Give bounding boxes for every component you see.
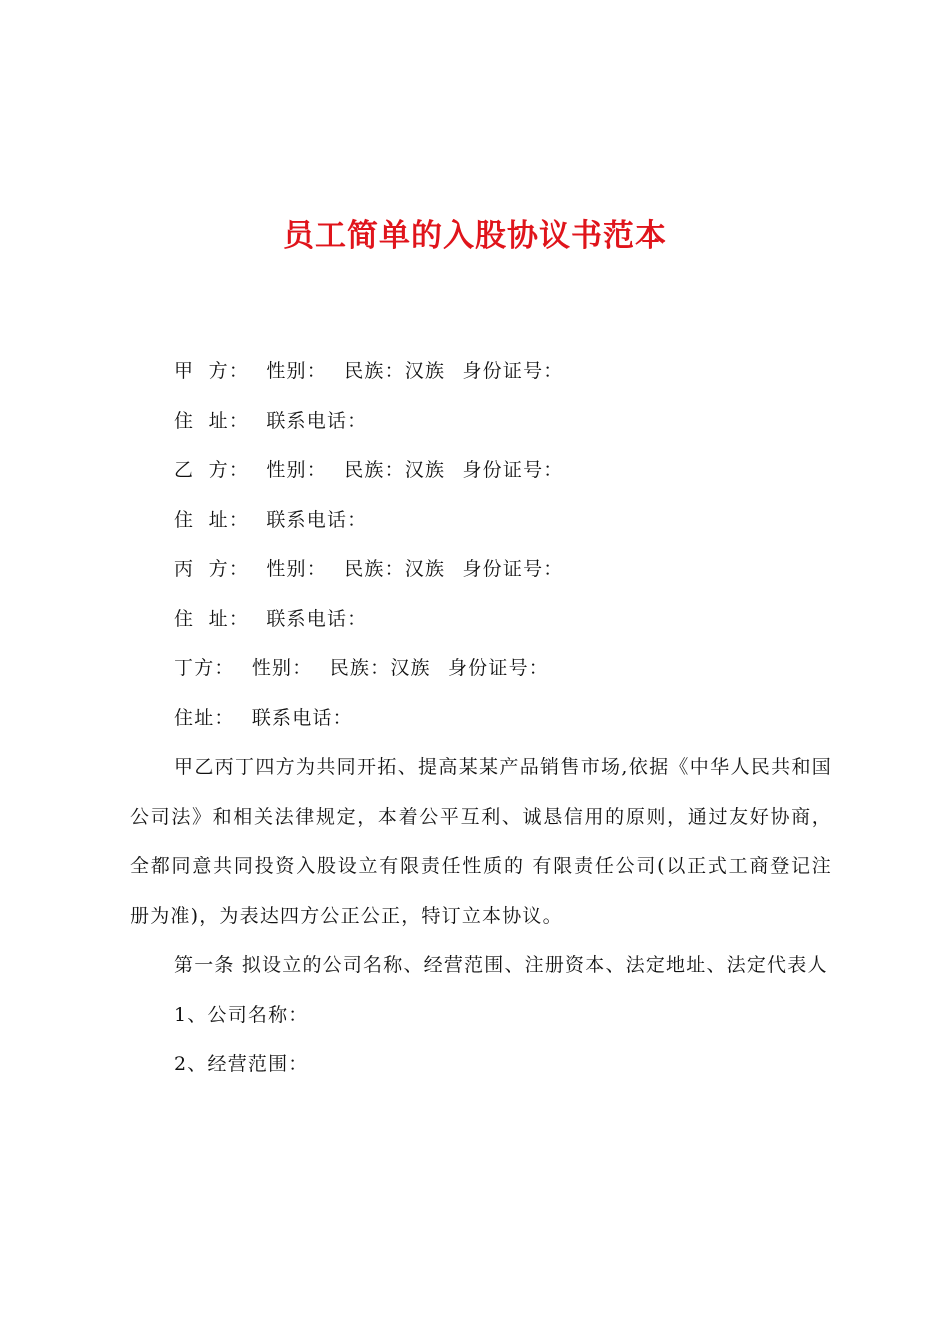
party-ding-address-label: 住址： xyxy=(174,706,235,729)
party-yi-contact-line xyxy=(130,496,832,546)
party-bing-info-line xyxy=(130,545,832,595)
party-jia-gender-label: 性别： xyxy=(266,360,327,382)
party-yi-address-label: 住 址： xyxy=(174,508,250,531)
party-yi-gender-label: 性别： xyxy=(266,459,327,481)
party-bing-phone-label: 联系电话： xyxy=(266,607,368,630)
party-bing-label: 丙 方： xyxy=(174,558,250,580)
party-bing-id-label: 身份证号： xyxy=(462,558,564,580)
party-ding-gender-label: 性别： xyxy=(251,657,313,679)
party-ding-label: 丁方： xyxy=(174,657,235,679)
party-ding-ethnicity: 民族：汉族 xyxy=(329,657,431,679)
party-bing-ethnicity: 民族：汉族 xyxy=(344,558,446,580)
party-ding-contact-line xyxy=(130,694,832,744)
party-ding-phone-label: 联系电话： xyxy=(251,706,353,729)
party-jia-address-label: 住 址： xyxy=(174,409,250,432)
party-jia-id-label: 身份证号： xyxy=(462,360,564,382)
party-yi-label: 乙 方： xyxy=(174,459,250,481)
party-jia-phone-label: 联系电话： xyxy=(266,409,368,432)
party-ding-id-label: 身份证号： xyxy=(447,657,549,679)
party-bing-gender-label: 性别： xyxy=(266,558,327,580)
document-title: 员工简单的入股协议书范本 xyxy=(283,218,667,254)
document-body xyxy=(130,347,832,1090)
party-bing-contact-line xyxy=(130,595,832,645)
party-yi-phone-label: 联系电话： xyxy=(266,508,368,531)
party-yi-id-label: 身份证号： xyxy=(462,459,564,481)
party-yi-info-line xyxy=(130,446,832,496)
party-jia-ethnicity: 民族：汉族 xyxy=(344,360,446,382)
party-jia-contact-line xyxy=(130,397,832,447)
party-jia-info-line xyxy=(130,347,832,397)
preamble-paragraph: 甲乙丙丁四方为共同开拓、提高某某产品销售市场,依据《中华人民共和国公司法》和相关法律规定，本着公平互利、诚恳信用的原则，通过友好协商，全都同意共同投资入股设立有限责任性质的 有限责任公司(以正式工商登记注册为准)，为表达四方公正公正，特订立本协议。 xyxy=(130,756,832,927)
party-bing-address-label: 住 址： xyxy=(174,607,250,630)
article-1-heading: 第一条 拟设立的公司名称、经营范围、注册资本、法定地址、法定代表人 xyxy=(174,954,828,976)
article-1-item-2: 2、经营范围： xyxy=(174,1053,309,1075)
article-1-item-1: 1、公司名称： xyxy=(174,1003,309,1026)
party-yi-ethnicity: 民族：汉族 xyxy=(344,459,446,481)
party-jia-label: 甲 方： xyxy=(174,360,250,382)
party-ding-info-line xyxy=(130,644,832,694)
